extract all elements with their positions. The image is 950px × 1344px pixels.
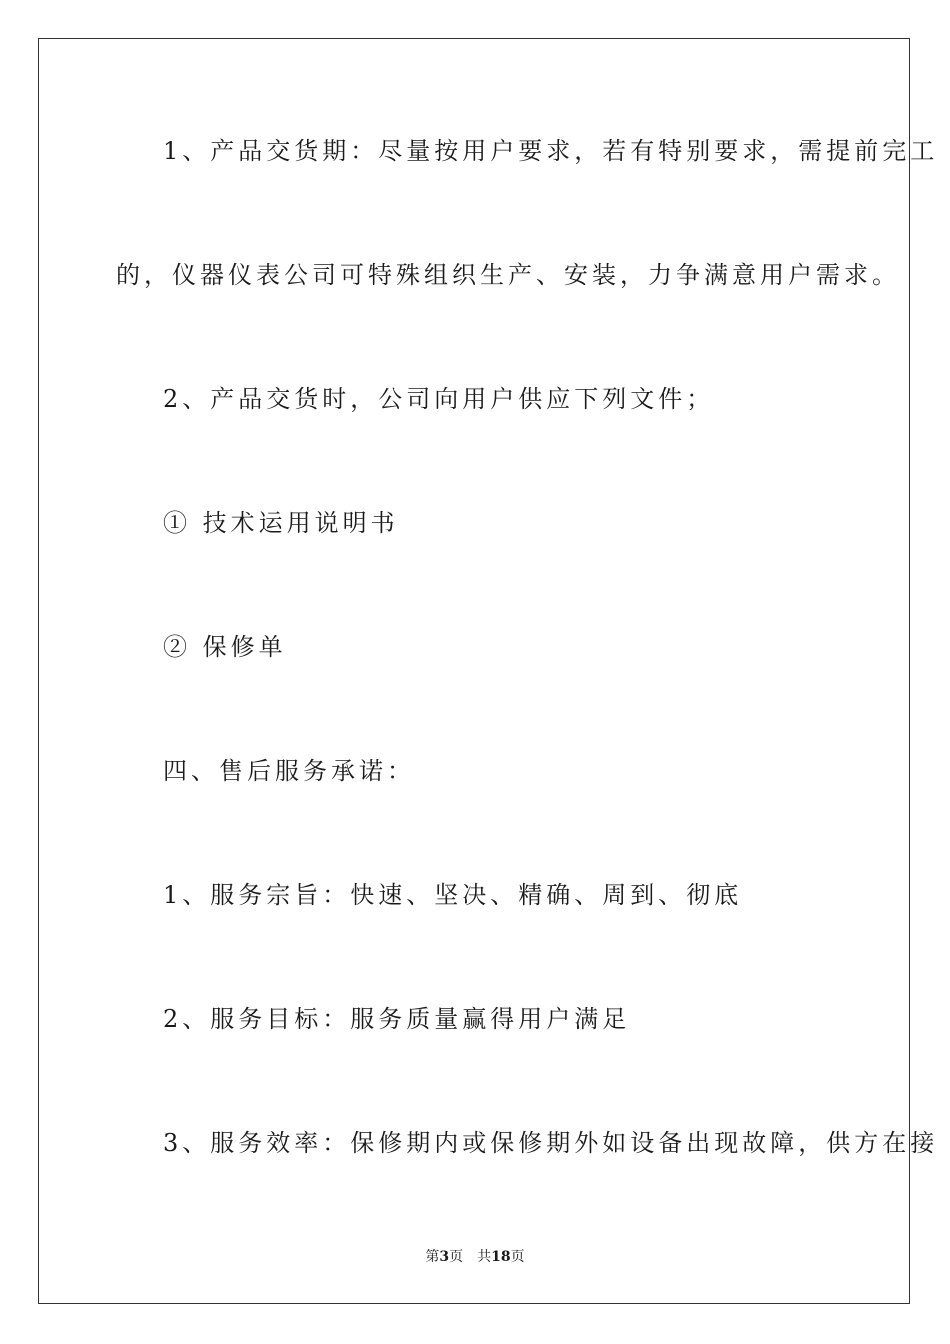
total-suffix: 页 bbox=[510, 1249, 525, 1265]
page-footer bbox=[0, 1247, 950, 1267]
paragraph-line-1: 1、产品交货期：尽量按用户要求，若有特别要求，需提前完工 bbox=[163, 137, 939, 165]
section-heading: 四、售后服务承诺： bbox=[163, 757, 415, 785]
total-prefix: 共 bbox=[477, 1249, 492, 1265]
paragraph-line-5: 2、服务目标：服务质量赢得用户满足 bbox=[163, 1005, 631, 1033]
total-pages: 18 bbox=[491, 1249, 511, 1265]
paragraph-line-2: 的，仪器仪表公司可特殊组织生产、安装，力争满意用户需求。 bbox=[116, 261, 900, 289]
list-item-1: ① 技术运用说明书 bbox=[163, 509, 399, 537]
paragraph-line-6: 3、服务效率：保修期内或保修期外如设备出现故障，供方在接 bbox=[163, 1129, 939, 1157]
paragraph-line-4: 1、服务宗旨：快速、坚决、精确、周到、彻底 bbox=[163, 881, 743, 909]
page-border bbox=[38, 38, 910, 1304]
page-suffix: 页 bbox=[449, 1249, 464, 1265]
paragraph-line-3: 2、产品交货时，公司向用户供应下列文件； bbox=[163, 385, 715, 413]
list-item-2: ② 保修单 bbox=[163, 633, 287, 661]
page-prefix: 第 bbox=[425, 1249, 440, 1265]
page-number: 3 bbox=[439, 1249, 450, 1265]
